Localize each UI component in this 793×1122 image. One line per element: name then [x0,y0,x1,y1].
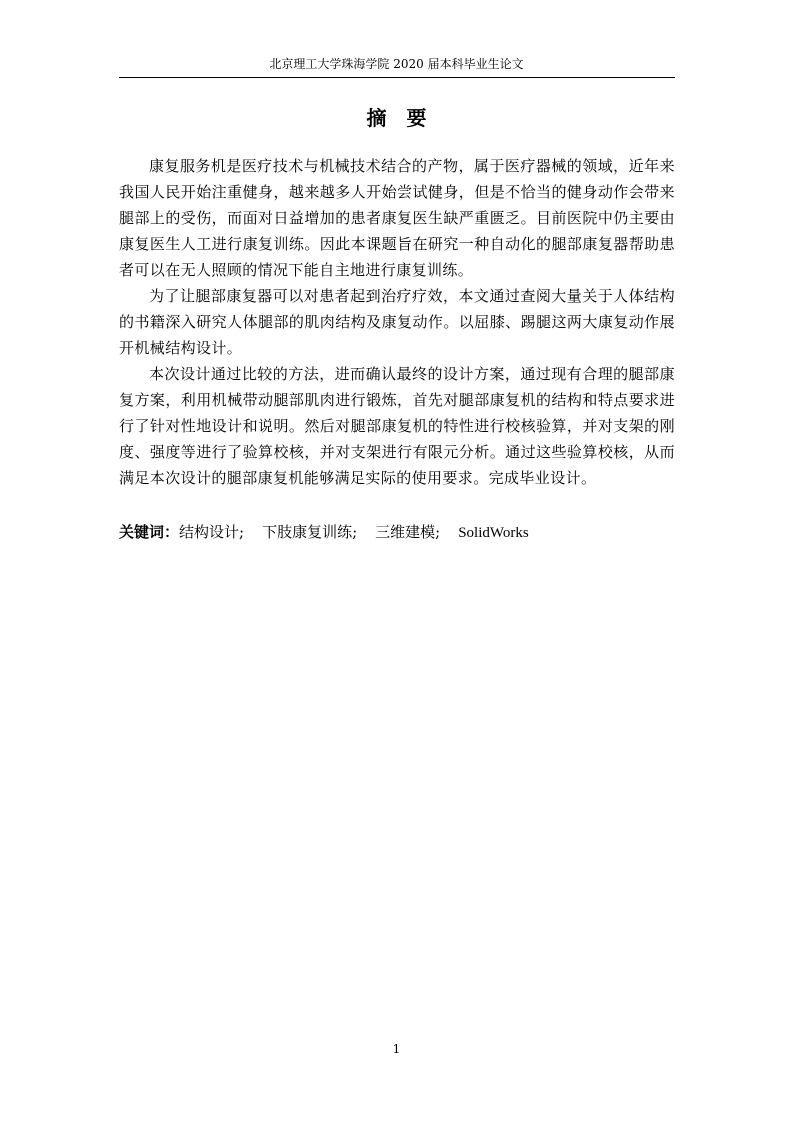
keyword-2: 下肢康复训练; [262,523,358,541]
abstract-title: 摘要 [366,106,447,130]
abstract-paragraph-1: 康复服务机是医疗技术与机械技术结合的产物，属于医疗器械的领域，近年来我国人民开始注重健身，越来越多人开始尝试健身，但是不恰当的健身动作会带来腿部上的受伤，而面对日益增加的患者康复医生缺严重匮乏。目前医院中仍主要由康复医生人工进行康复训练。因此本课题旨在研究一种自动化的腿部康复器帮助患者可以在无人照顾的情况下能自主地进行康复训练。 [119,157,675,279]
keywords-label: 关键词： [119,523,180,541]
abstract-body [119,153,675,491]
keyword-1: 结构设计; [179,523,245,541]
abstract-paragraph-3: 本次设计通过比较的方法，进而确认最终的设计方案，通过现有合理的腿部康复方案，利用机械带动腿部肌肉进行锻炼，首先对腿部康复机的结构和特点要求进行了针对性地设计和说明。然后对腿部康复机的特性进行校核验算，并对支架的刚度、强度等进行了验算校核，并对支架进行有限元分析。通过这些验算校核，从而满足本次设计的腿部康复机能够满足实际的使用要求。完成毕业设计。 [119,365,675,487]
keywords-line [119,519,675,546]
header-rule [119,77,675,78]
page-header: 北京理工大学珠海学院 2020 届本科毕业生论文 [269,57,524,71]
abstract-paragraph-2: 为了让腿部康复器可以对患者起到治疗疗效，本文通过查阅大量关于人体结构的书籍深入研究人体腿部的肌肉结构及康复动作。以屈膝、踢腿这两大康复动作展开机械结构设计。 [119,287,675,357]
keyword-3: 三维建模; [375,523,441,541]
page-number: 1 [392,1042,401,1056]
keyword-4: SolidWorks [458,525,529,541]
